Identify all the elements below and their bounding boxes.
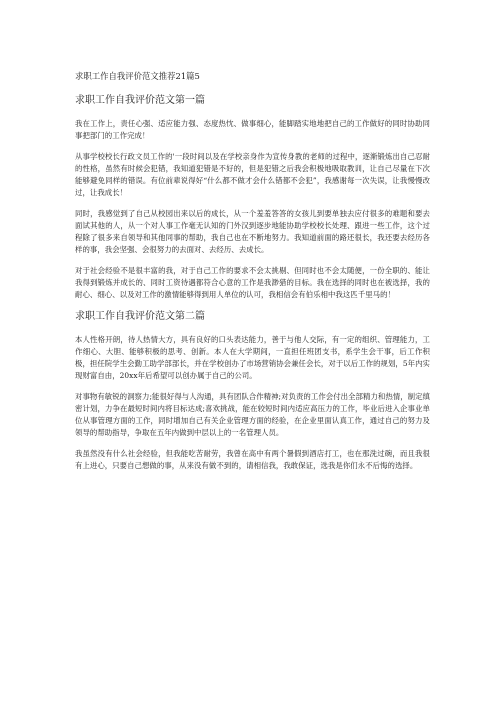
paragraph: 从事学校校长行政文员工作的'一段时间以及在学校亲身作为宣传身教的老师的过程中，逐渐锻炼出自己忍耐的性格，虽然有时候会犯错，我知道犯错是不好的，但是犯错之后我会积极地吸取教训，让自己尽量在下次能够避免同样的错误。有位前辈说得好“什么都不做才会什么错都不会犯”，我感谢每一次失误，让我慢慢改过，让我成长！ <box>75 152 430 197</box>
paragraph: 我虽然没有什么社会经验，但我能吃苦耐劳，我曾在高中有两个暑假到酒店打工，也在那洗过碗，而且我很有上进心，只要自己想做的事，从来没有做不到的，请相信我，我敢保证，选我是你们永不后悔的选择。 <box>75 449 430 470</box>
section-2 <box>75 310 430 472</box>
paragraph: 对于社会经验不是很丰富的我，对于自己工作的要求不会太挑剔、但同时也不会太随便，一份全职的、能让我得到锻炼并成长的、同时工资待遇都符合心意的工作是我渺猎的目标。我在选择的同时也在被选择，我的耐心、细心、以及对工作的激情能够得到用人单位的认可，我相信会有伯乐相中我这匹千里马的！ <box>75 266 430 299</box>
section-1 <box>75 94 430 301</box>
paragraph: 我在工作上，责任心强、适应能力强、态度热忱、做事细心，能脚踏实地地把自己的工作做好的同时协助同事把部门的工作完成！ <box>75 119 430 140</box>
document-title: 求职工作自我评价范文推荐21篇5 <box>75 71 200 81</box>
paragraph: 本人性格开朗，待人热情大方，具有良好的口头表达能力，善于与他人交际，有一定的组织、管理能力，工作细心、大胆、能够积极的思考、创新。本人在大学期间，一直担任班团支书，系学生会干事，后工作积极，担任院学生会勤工助学部部长，并在学校创办了市场营销协会兼任会长，对于以后工作的规划，5年内实现财富自由，20xx年后希望可以创办属于自己的公司。 <box>75 335 430 380</box>
document-page <box>75 70 430 481</box>
section-heading: 求职工作自我评价范文第一篇 <box>75 95 205 106</box>
section-heading: 求职工作自我评价范文第二篇 <box>75 311 205 322</box>
paragraph: 对事物有敏锐的洞察力;能很好得与人沟通，具有团队合作精神;对负责的工作会付出全部精力和热情，制定缜密计划，力争在最短时间内将目标达成;喜欢挑战，能在较短时间内适应高压力的工作，毕业后进入企事业单位从事管理方面的工作，同时增加自己有关企业管理方面的经验，在企业里面认真工作，通过自己的努力及领导的帮助指导，争取在五年内做到中层以上的一名管理人员。 <box>75 392 430 437</box>
paragraph: 同时，我感觉到了自己从校园出来以后的成长，从一个羞羞答答的女孩儿到要单独去应付很多的难题和要去面试其他的人，从一个对人事工作毫无认知的门外汉到逐步地能协助学校校长处理、跟进一些工作，这个过程除了很多来自领导和其他同事的帮助，我自己也在不断地努力。我知道前面的路还很长，我还要去经历各样的事，我会坚强、会很努力的去面对、去经历、去成长。 <box>75 209 430 254</box>
